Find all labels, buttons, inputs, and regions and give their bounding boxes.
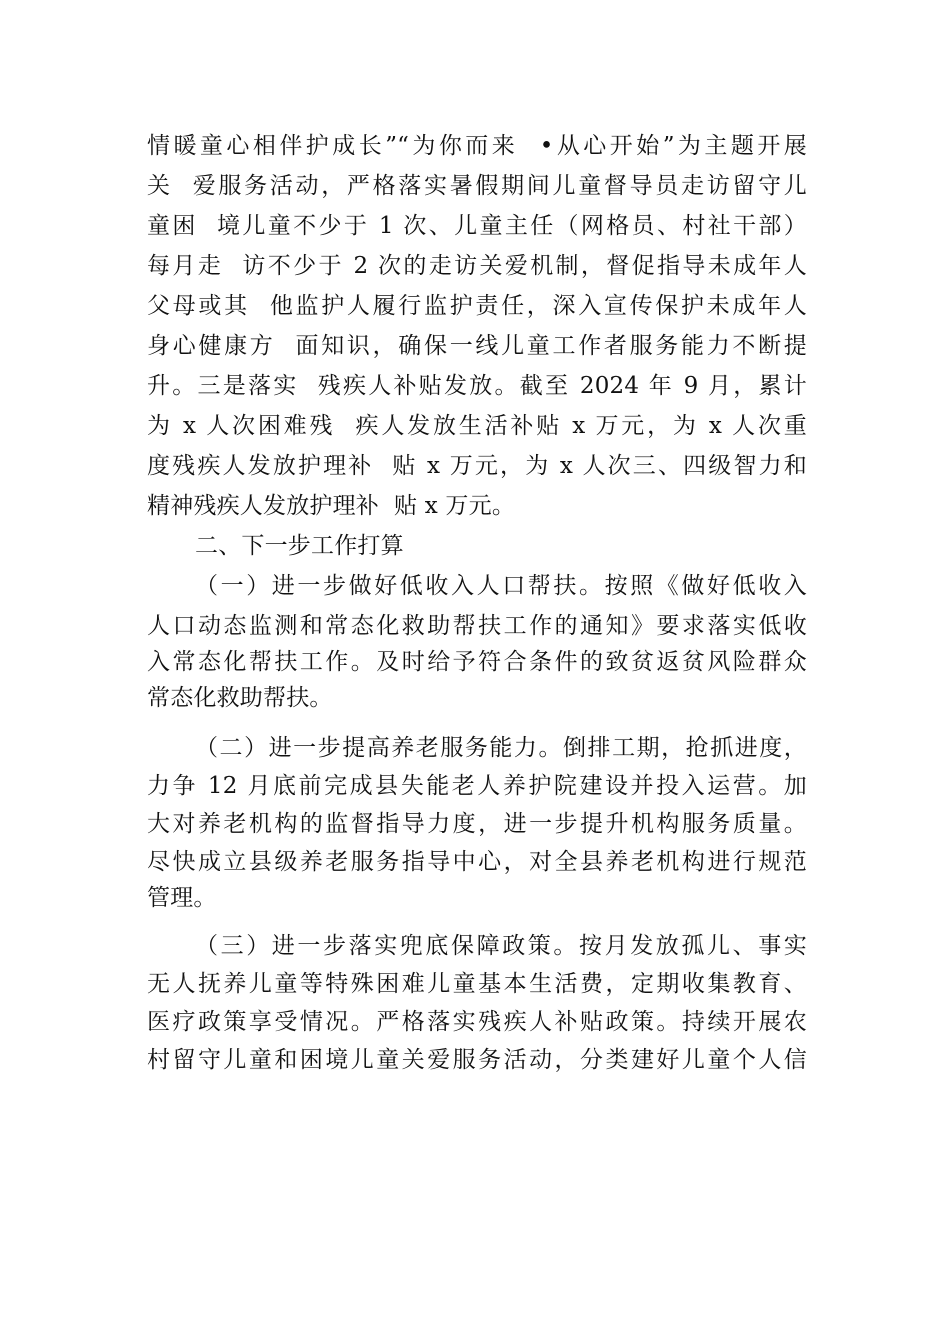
- text-line: 关 爱服务活动，严格落实暑假期间儿童督导员走访留守儿: [147, 173, 807, 199]
- text-line: 情暖童心相伴护成长”“为你而来 •从心开始”为主题开展: [147, 133, 807, 159]
- text-line: （二）进一步提高养老服务能力。倒排工期，抢抓进度，: [195, 735, 807, 761]
- text-line: （三）进一步落实兜底保障政策。按月发放孤儿、事实: [195, 933, 807, 959]
- text-line: 精神残疾人发放护理补 贴 x 万元。: [147, 493, 516, 519]
- text-line: 无人抚养儿童等特殊困难儿童基本生活费，定期收集教育、: [147, 971, 807, 997]
- text-line: （一）进一步做好低收入人口帮扶。按照《做好低收入: [195, 573, 807, 599]
- text-line: 升。三是落实 残疾人补贴发放。截至 2024 年 9 月，累计: [147, 373, 807, 399]
- text-line: 大对养老机构的监督指导力度，进一步提升机构服务质量。: [147, 811, 807, 837]
- text-line: 村留守儿童和困境儿童关爱服务活动，分类建好儿童个人信: [147, 1047, 807, 1073]
- text-line: 尽快成立县级养老服务指导中心，对全县养老机构进行规范: [147, 849, 807, 875]
- text-line: 童困 境儿童不少于 1 次、儿童主任（网格员、村社干部）: [147, 213, 807, 239]
- section-heading: 二、下一步工作打算: [195, 533, 404, 559]
- text-line: 管理。: [147, 885, 217, 911]
- text-line: 入常态化帮扶工作。及时给予符合条件的致贫返贫风险群众: [147, 649, 807, 675]
- text-line: 力争 12 月底前完成县失能老人养护院建设并投入运营。加: [147, 773, 807, 799]
- text-line: 人口动态监测和常态化救助帮扶工作的通知》要求落实低收: [147, 613, 807, 639]
- text-line: 为 x 人次困难残 疾人发放生活补贴 x 万元，为 x 人次重: [147, 413, 807, 439]
- text-line: 度残疾人发放护理补 贴 x 万元，为 x 人次三、四级智力和: [147, 453, 807, 479]
- text-line: 常态化救助帮扶。: [147, 685, 333, 711]
- text-line: 每月走 访不少于 2 次的走访关爱机制，督促指导未成年人: [147, 253, 807, 279]
- text-line: 父母或其 他监护人履行监护责任，深入宣传保护未成年人: [147, 293, 807, 319]
- text-line: 医疗政策享受情况。严格落实残疾人补贴政策。持续开展农: [147, 1009, 807, 1035]
- text-line: 身心健康方 面知识，确保一线儿童工作者服务能力不断提: [147, 333, 807, 359]
